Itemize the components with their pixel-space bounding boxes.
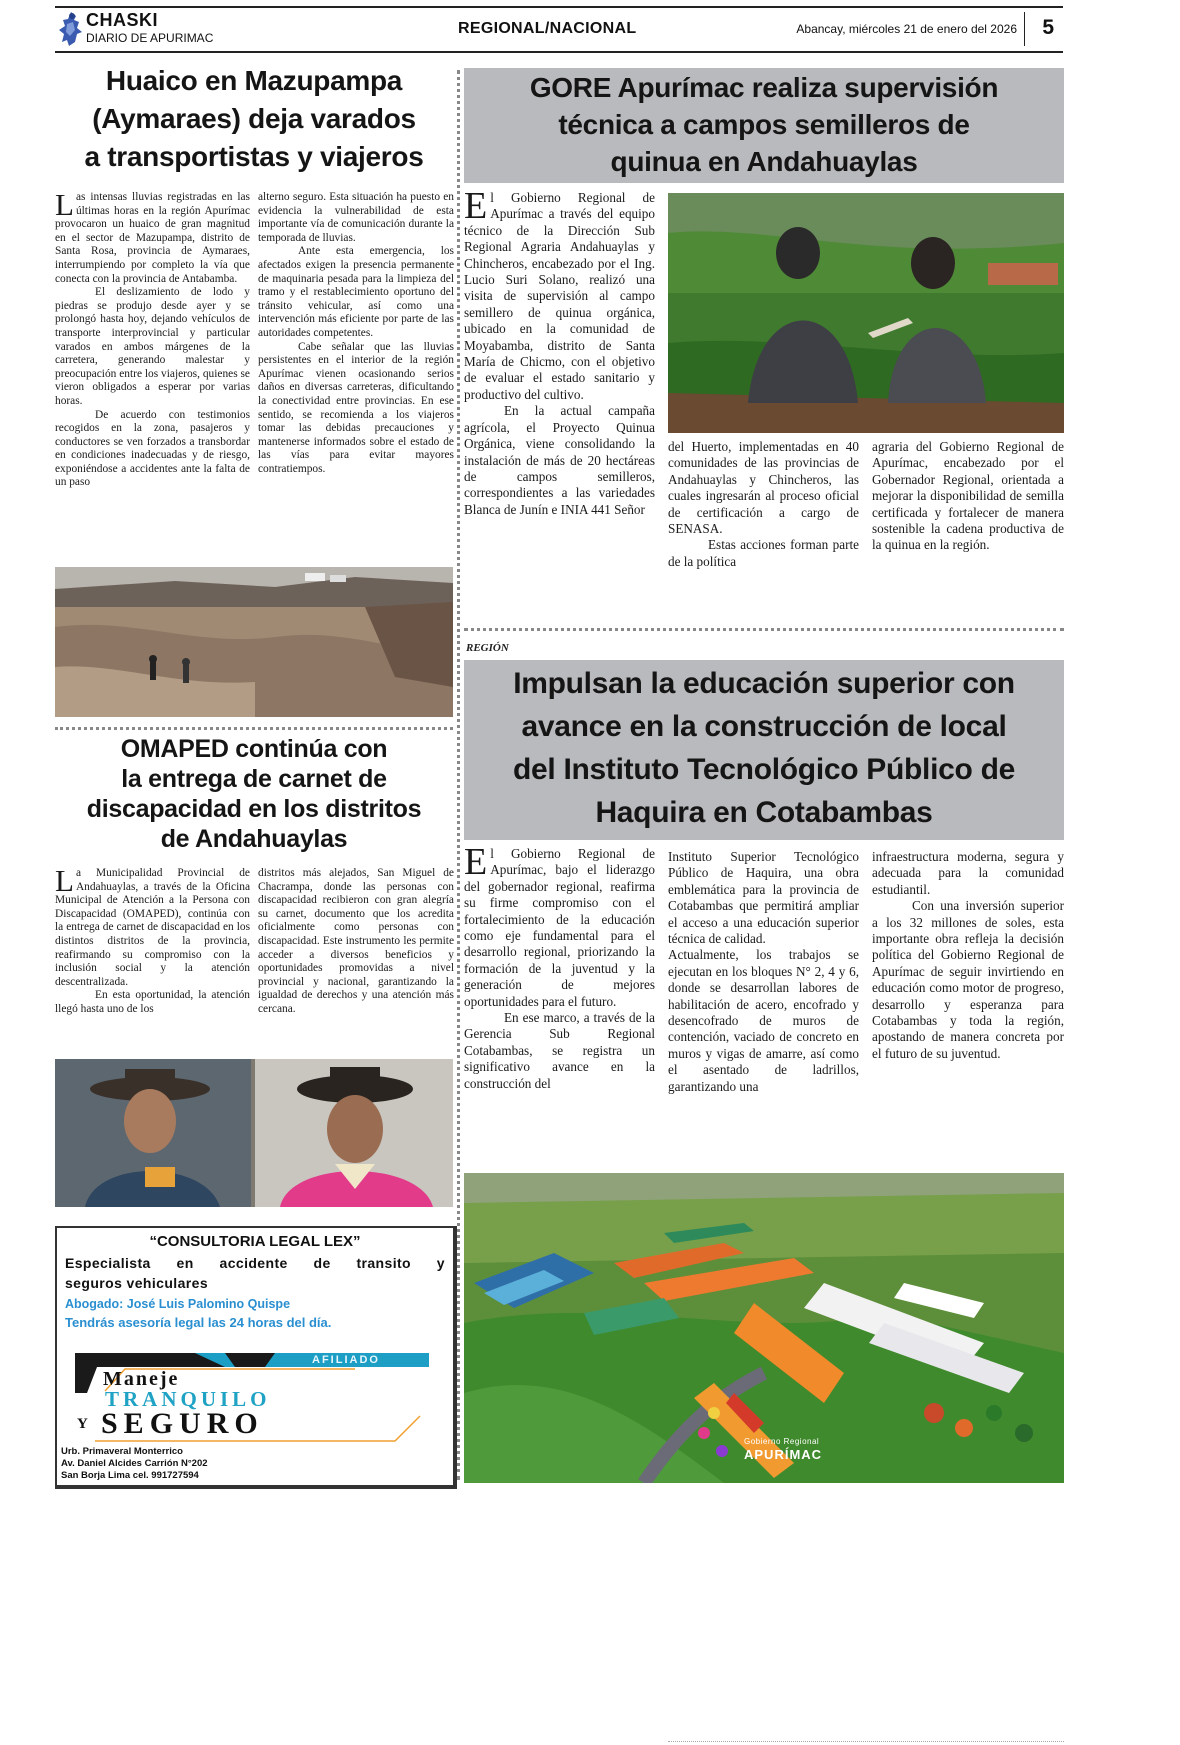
dropcap: E	[464, 190, 488, 227]
gore-headline	[464, 68, 1064, 183]
ad-specialty-cont: seguros vehiculares	[65, 1275, 208, 1291]
dropcap: L	[55, 867, 74, 898]
ad-lawyer: Abogado: José Luis Palomino Quispe	[65, 1297, 291, 1311]
paragraph: Cabe señalar que las lluvias persistentes en el interior de la región Apurímac vienen ocasionando serios daños en diversas carreteras, dificultando la conectividad entre provincias. En ese sentido, se recomienda a los viajeros tomar las debidas precauciones y mantenerse informados sobre el estado de las vías para evitar mayores contratiempos.	[258, 340, 454, 475]
footer-rule	[668, 1741, 1064, 1742]
paragraph: El deslizamiento de lodo y piedras se produjo desde ayer y se prolongó hasta hoy, dejando vehículos de transporte interprovincial y particular varados en ambos márgenes de la carretera, generando malestar y preocupación entre los viajeros, quienes se vieron obligados a esperar por varias horas.	[55, 286, 250, 407]
huaico-column-1	[55, 191, 250, 561]
ad-hours: Tendrás asesoría legal las 24 horas del día.	[65, 1315, 332, 1330]
paragraph: Ante esta emergencia, los afectados exigen la presencia permanente de maquinaria pesada para la limpieza del tramo y el restablecimiento oportuno del tránsito vehicular, así como una intervención más eficiente por parte de las autoridades competentes.	[258, 245, 454, 339]
omaped-headline	[55, 734, 453, 854]
section-kicker: REGIÓN	[466, 642, 509, 654]
column-divider	[457, 70, 460, 1480]
paragraph: Con una inversión superior a los 32 millones de soles, esta importante obra refleja la decisión política del Gobierno Regional de Apurímac de seguir invirtiendo en educación como motor de progreso, desarrollo y esperanza para Cotabambas y toda la región, apostando de manera concreta por el futuro de su juventud.	[872, 898, 1064, 1061]
paragraph: as intensas lluvias registradas en las últimas horas en la región Apurímac provocaron un huaico de gran magnitud en el sector de Mazupampa, distrito de Santa Rosa, provincia de Aymaraes, interrumpiendo por completo la vía que conecta con la provincia de Antabamba.	[55, 191, 250, 285]
institute-render-photo	[464, 1173, 1064, 1483]
headline-line: a transportistas y viajeros	[84, 141, 424, 172]
paragraph: Estas acciones forman parte de la política	[668, 537, 859, 569]
paragraph: En ese marco, a través de la Gerencia Sub Regional Cotabambas, se registra un significativo avance en la construcción del	[464, 1010, 655, 1091]
headline-line: avance en la construcción de local	[521, 710, 1007, 743]
messenger-figure-icon	[57, 10, 85, 48]
haquira-column-3	[872, 849, 1064, 1166]
ad-affiliate-tag: AFILIADO	[312, 1354, 380, 1366]
gore-photo	[668, 193, 1064, 433]
huaico-photo	[55, 567, 453, 717]
apurimac-brand-logo	[744, 1437, 822, 1462]
headline-line: (Aymaraes) deja varados	[92, 103, 416, 134]
headline-line: discapacidad en los distritos	[86, 795, 422, 823]
headline-line: técnica a campos semilleros de	[558, 109, 970, 140]
headline-line: de Andahuaylas	[160, 825, 348, 853]
omaped-column-1	[55, 867, 250, 1053]
haquira-headline	[464, 660, 1064, 840]
legal-consulting-ad	[55, 1226, 457, 1489]
dropcap: E	[464, 846, 488, 883]
gore-column-3	[872, 439, 1064, 620]
headline-line: del Instituto Tecnológico Público de	[513, 753, 1015, 786]
ad-address-line: San Borja Lima cel. 991727594	[61, 1470, 199, 1481]
headline-line: Huaico en Mazupampa	[105, 65, 403, 96]
masthead	[55, 6, 1063, 53]
omaped-column-2	[258, 867, 454, 1053]
date-separator	[1024, 12, 1025, 46]
gore-column-1	[464, 190, 655, 620]
paragraph: alterno seguro. Esta situación ha puesto en evidencia la vulnerabilidad de esta importante vía de comunicación durante la temporada de lluvias.	[258, 191, 454, 244]
ad-address-line: Urb. Primaveral Monterrico	[61, 1446, 183, 1457]
section-divider	[55, 727, 453, 730]
paragraph: Instituto Superior Tecnológico Público de Haquira, una obra emblemática para la provincia de Cotabambas que permitirá ampliar el acceso a una educación superior técnica de calidad.	[668, 849, 859, 947]
ad-address-line: Av. Daniel Alcides Carrión N°202	[61, 1458, 208, 1469]
paragraph: l Gobierno Regional de Apurímac a través del equipo técnico de la Dirección Sub Regional Agraria Andahuaylas y Chincheros, encabezado por el Ing. Lucio Suri Solano, realizó una visita de supervisión al campo semillero de quinua orgánica, ubicado en la comunidad de Moyabamba, distrito de Santa María de Chicmo, con el objetivo de evaluar el estado sanitario y productivo del cultivo.	[464, 190, 655, 402]
newspaper-name: CHASKI	[86, 10, 159, 30]
huaico-column-2	[258, 191, 454, 561]
paragraph: del Huerto, implementadas en 40 comunidades de las provincias de Andahuaylas y Chincheros, las cuales ingresarán al proceso oficial de certificación a cargo de SENASA.	[668, 439, 859, 537]
haquira-column-1	[464, 846, 655, 1166]
ad-specialty: Especialista en accidente de transito y	[65, 1255, 445, 1271]
ad-slogan-word: Y	[77, 1416, 88, 1432]
section-divider	[464, 628, 1064, 631]
omaped-photo	[55, 1059, 453, 1207]
page-number: 5	[1042, 16, 1054, 39]
headline-line: OMAPED continúa con	[120, 735, 388, 763]
render-brand: APURÍMAC	[744, 1447, 823, 1462]
ad-title: “CONSULTORIA LEGAL LEX”	[149, 1233, 361, 1250]
huaico-headline	[55, 62, 453, 182]
dropcap: L	[55, 191, 74, 222]
paragraph: distritos más alejados, San Miguel de Chacrampa, donde las personas con discapacidad recibieron con gran alegría su carnet, documento que los acredita oficialmente como personas con discapacidad. Este instrumento les permite acceder a diversos beneficios y oportunidades promovidas a nivel provincial y nacional, garantizando la igualdad de derechos y una atención más cercana.	[258, 867, 454, 1015]
headline-line: Impulsan la educación superior con	[513, 667, 1015, 700]
ad-slogan-word: Maneje	[103, 1368, 180, 1390]
paragraph: En la actual campaña agrícola, el Proyecto Quinua Orgánica, viene consolidando la instalación de más de 20 hectáreas de campos semilleros, correspondientes a las variedades Blanca de Junín e INIA 441 Señor	[464, 403, 655, 517]
paragraph: a Municipalidad Provincial de Andahuaylas, a través de la Oficina Municipal de Atención a la Persona con Discapacidad (OMAPED), continúa con la entrega de carnet de discapacidad en los distintos distritos de la provincia, reafirmando su compromiso con la inclusión social y la atención descentralizada.	[55, 867, 250, 988]
paragraph: l Gobierno Regional de Apurímac, bajo el liderazgo del gobernador regional, reafirma su firme compromiso con el fortalecimiento de la educación como eje fundamental para el desarrollo regional, priorizando la formación de la juventud y la generación de mejores oportunidades para el futuro.	[464, 846, 655, 1009]
haquira-column-2	[668, 849, 859, 1166]
paragraph: De acuerdo con testimonios recogidos en la zona, pasajeros y conductores se ven forzados a transbordar en condiciones inadecuadas y de riesgo, exponiéndose a accidentes ante la falta de un paso	[55, 408, 250, 489]
issue-date: Abancay, miércoles 21 de enero del 2026	[796, 22, 1017, 36]
headline-line: GORE Apurímac realiza supervisión	[529, 72, 999, 103]
section-name: REGIONAL/NACIONAL	[458, 20, 637, 37]
headline-line: la entrega de carnet de	[121, 765, 387, 793]
newspaper-subtitle: DIARIO DE APURIMAC	[86, 31, 214, 45]
ad-slogan-word: SEGURO	[101, 1407, 264, 1440]
headline-line: quinua en Andahuaylas	[610, 146, 918, 177]
render-brand-sub: Gobierno Regional	[744, 1437, 820, 1446]
ad-slogan-word: TRANQUILO	[105, 1387, 271, 1411]
headline-line: Haquira en Cotabambas	[595, 796, 933, 829]
paragraph: Actualmente, los trabajos se ejecutan en los bloques N° 2, 4 y 6, donde se desarrollan labores de habilitación de acero, encofrado y desencofrado de muros de contención, vaciado de concreto en muros y vigas de amarre, así como el asentado de ladrillos, garantizando una	[668, 947, 859, 1094]
gore-column-2	[668, 439, 859, 620]
paragraph: agraria del Gobierno Regional de Apurímac, encabezado por el Gobernador Regional, orientada a mejorar la disponibilidad de semilla certificada y fortalecer de manera sostenible la cadena productiva de la quinua en la región.	[872, 439, 1064, 553]
paragraph: En esta oportunidad, la atención llegó hasta uno de los	[55, 989, 250, 1015]
paragraph: infraestructura moderna, segura y adecuada para la comunidad estudiantil.	[872, 849, 1064, 897]
